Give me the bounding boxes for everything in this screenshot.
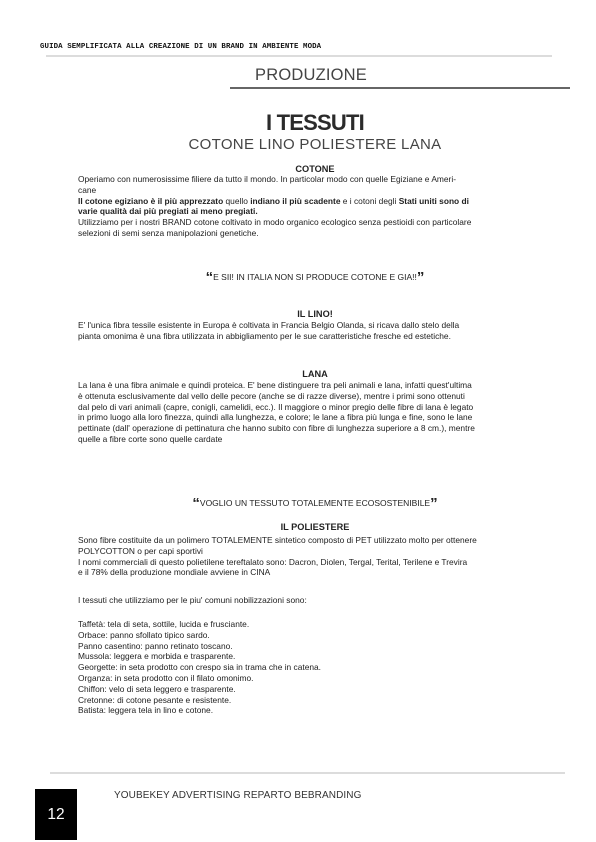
close-quote-mark: ”: [430, 495, 438, 512]
list-item: Panno casentino: panno retinato toscano.: [78, 640, 233, 651]
section-rule: [230, 87, 570, 89]
page-title: I TESSUTI: [266, 110, 364, 135]
footer-text: YOUBEKEY ADVERTISING REPARTO BEBRANDING: [114, 790, 362, 801]
section-title: PRODUZIONE: [255, 66, 368, 84]
quote-text: VOGLIO UN TESSUTO TOTALEMENTE ECOSOSTENIBILE: [199, 498, 431, 508]
heading-poliestere: IL POLIESTERE: [280, 522, 350, 532]
open-quote-mark: “: [205, 269, 214, 286]
text-line: [78, 196, 556, 207]
open-quote-mark: “: [192, 495, 200, 512]
page-number: 12: [35, 789, 77, 840]
text-line: pianta omonima è una fibra utilizzata in abbigliamento per le sue caratteristiche fresche ed estetiche.: [78, 330, 451, 341]
list-item: Chiffon: velo di seta leggero e trasparente.: [78, 683, 236, 694]
bold-text: indiano il più scadente: [250, 195, 341, 206]
list-item: Mussola: leggera e morbida e trasparente.: [78, 651, 236, 662]
text-line: I nomi commerciali di questo polietilene tereftalato sono: Dacron, Diolen, Tergal, Terital, Terilene e Trevira: [78, 556, 468, 567]
text-line: in primo luogo alla loro finezza, quindi alla lunghezza, e colore; le lane a fibra più lunga e fine, sono le lane: [78, 412, 473, 423]
text-line: selezioni di semi senza manipolazioni genetiche.: [78, 227, 259, 238]
header-rule: [46, 55, 552, 57]
pull-quote-ecosostenibile: [78, 495, 552, 512]
list-item: Organza: in seta prodotto con il filato omonimo.: [78, 672, 254, 683]
text-line: E' l'unica fibra tessile esistente in Europa è coltivata in Francia Belgio Olanda, si ricava dallo stelo della: [78, 320, 460, 330]
paragraph-cotone: [78, 174, 556, 239]
heading-lino: IL LINO!: [297, 309, 333, 319]
text-line: è ottenuta esclusivamente dal vello delle pecore (anche se di razze diverse), mentre i primi sono ottenuti: [78, 390, 465, 401]
text-line: e il 78% della produzione mondiale avviene in CINA: [78, 567, 271, 578]
paragraph-lino: [78, 320, 556, 342]
quote-text: E SII! IN ITALIA NON SI PRODUCE COTONE E GIA!!: [213, 272, 417, 282]
text-line: Utilizziamo per i nostri BRAND cotone coltivato in modo organico ecologico senza pestioidi con particolare: [78, 217, 472, 228]
running-header: GUIDA SEMPLIFICATA ALLA CREAZIONE DI UN BRAND IN AMBIENTE MODA: [40, 43, 322, 51]
text-line: dal pelo di vari animali (capre, conigli, camelidi, ecc.). Il maggiore o minor pregio delle fibre di lana è legato: [78, 401, 474, 412]
pull-quote-cotone: [78, 269, 552, 286]
paragraph-poliestere: [78, 535, 556, 578]
nobilitazioni-intro: I tessuti che utilizziamo per le piu' comuni nobilizzazioni sono:: [78, 595, 307, 605]
list-item: Taffetà: tela di seta, sottile, lucida e frusciante.: [78, 619, 250, 629]
heading-cotone: COTONE: [295, 164, 335, 174]
text-line: cane: [78, 184, 97, 195]
close-quote-mark: ”: [416, 269, 425, 286]
heading-lana: LANA: [302, 369, 328, 379]
text-line: POLYCOTTON o per capi sportivi: [78, 545, 203, 556]
bold-text: Stati uniti sono di: [398, 195, 469, 206]
text-line: Sono fibre costituite da un polimero TOTALEMENTE sintetico composto di PET utilizzato molto per ottenere: [78, 535, 477, 545]
paragraph-lana: [78, 380, 556, 445]
fabric-list: [78, 619, 556, 716]
text-line: Operiamo con numerosissime filiere da tutto il mondo. In particolar modo con quelle Egiziane e Ameri-: [78, 174, 456, 184]
footer-rule: [50, 772, 565, 774]
list-item: Orbace: panno sfollato tipico sardo.: [78, 629, 210, 640]
bold-text: varie qualità dai più pregiati ai meno pregiati.: [78, 206, 258, 217]
list-item: Georgette: in seta prodotto con crespo sia in trama che in catena.: [78, 662, 322, 673]
text-line: pettinate (dall' operazione di pettinatura che hanno subito con fibre di lunghezza superiore a 8 cm.), mentre: [78, 423, 475, 434]
text-line: quelle a fibre corte sono quelle cardate: [78, 433, 223, 444]
list-item: Batista: leggera tela in lino e cotone.: [78, 705, 214, 716]
page-subtitle: COTONE LINO POLIESTERE LANA: [188, 136, 442, 153]
text-line: [78, 206, 556, 217]
list-item: Cretonne: di cotone pesante e resistente.: [78, 694, 232, 705]
text-line: La lana è una fibra animale e quindi proteica. E' bene distinguere tra peli animali e lana, infatti quest'ultima: [78, 380, 472, 390]
text-span: quello: [223, 195, 251, 206]
bold-text: Il cotone egiziano è il più apprezzato: [78, 195, 224, 206]
text-span: e i cotoni degli: [340, 195, 399, 206]
